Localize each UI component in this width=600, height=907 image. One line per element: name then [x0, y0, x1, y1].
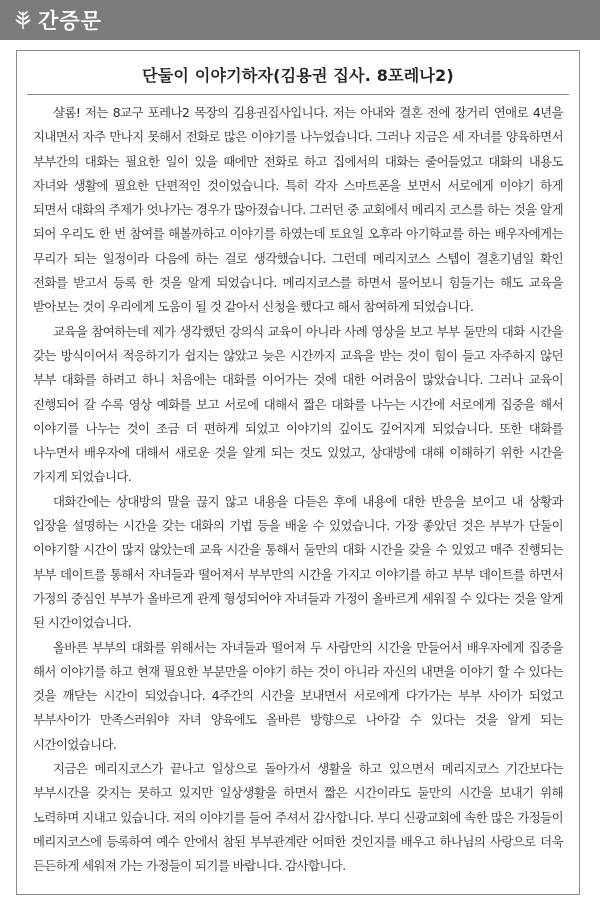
article-body — [17, 95, 579, 879]
paragraph-2: 교육을 참여하는데 제가 생각했던 강의식 교육이 아니라 사례 영상을 보고 부부 둘만의 대화 시간을 갖는 방식이어서 적응하기가 쉽지는 않았고 늦은 시간까지 교육을 받는 것이 힘이 들고 자주하지 않던 부부 대화를 하려고 하니 처음에는 대화를 이어가는 것에 대한 어려움이 많았습니다. 그러나 교육이 진행되어 갈 수록 영상 예화를 보고 서로에 대해서 짧은 대화를 나누는 시간에 서로에게 집중을 해서 이야기를 나누는 것이 조금 더 편하게 되었고 이야기의 깊이도 깊어지게 되었습니다. 또한 대화를 나누면서 배우자에 대해서 새로운 것을 알게 되는 것도 있었고, 상대방에 대해 이해하기 위한 시간을 가지게 되었습니다. — [33, 323, 563, 485]
section-header — [0, 0, 600, 40]
testimony-box — [16, 50, 580, 895]
paragraph-5: 지금은 메리지코스가 끝나고 일상으로 돌아가서 생활을 하고 있으면서 메리지코스 기간보다는 부부시간을 갖지는 못하고 있지만 일상생활을 하면서 짧은 시간이라도 둘만의 시간을 보내기 위해 노력하며 지내고 있습니다. 저의 이야기를 들어 주셔서 감사합니다. 부디 신광교회에 속한 많은 가정들이 메리지코스에 등록하여 예수 안에서 참된 부부관계란 어떠한 것인지를 배우고 하나님의 사랑으로 더욱 든든하게 세워져 가는 가정들이 되기를 바랍니다. 감사합니다. — [33, 761, 563, 874]
section-title: 간증문 — [38, 9, 102, 33]
paragraph-4: 올바른 부부의 대화를 위해서는 자녀들과 떨어져 두 사람만의 시간을 만들어서 배우자에게 집중을 해서 이야기를 하고 현재 필요한 부분만을 이야기 하는 것이 아니라 자신의 내면을 이야기 할 수 있다는 것을 깨닫는 시간이 되었습니다. 4주간의 시간을 보내면서 서로에게 다가가는 부부 사이가 되었고 부부사이가 만족스러워야 자녀 양육에도 올바른 방향으로 나아갈 수 있다는 것을 알게 되는 시간이었습니다. — [33, 639, 563, 752]
paragraph-3: 대화간에는 상대방의 말을 끊지 않고 내용을 다듣은 후에 내용에 대한 반응을 보이고 내 상황과 입장을 설명하는 시간을 갖는 대화의 기법 등을 배울 수 있었습니다. 가장 좋았던 것은 부부가 단둘이 이야기할 시간이 많지 않았는데 교육 시간을 통해서 둘만의 대화 시간을 갖을 수 있었고 매주 진행되는 부부 데이트를 통해서 자녀들과 떨어져서 부부만의 시간을 가지고 이야기를 하고 부부 데이트를 하면서 가정의 중심인 부부가 올바르게 관계 형성되어야 자녀들과 가정이 올바르게 세워질 수 있다는 것을 알게 된 시간이었습니다. — [33, 493, 563, 631]
article-title: 단둘이 이야기하자(김용권 집사. 8포레나2) — [142, 66, 454, 85]
paragraph-1: 샬롬! 저는 8교구 포레나2 목장의 김용권집사입니다. 저는 아내와 결혼 전에 장거리 연애로 4년을 지내면서 자주 만나지 못해서 전화로 많은 이야기를 나누었습니다. 그러나 지금은 세 자녀를 양육하면서 부부간의 대화는 필요한 일이 있을 때에만 전화로 하고 집에서의 대화는 줄어들었고 대화의 내용도 자녀와 생활에 필요한 단편적인 것이었습니다. 특히 각자 스마트폰을 보면서 서로에게 이야기 하게 되면서 대화의 주제가 엇나가는 경우가 많아졌습니다. 그러던 중 교회에서 메리지 코스를 하는 것을 알게 되어 우리도 한 번 참여를 해볼까하고 이야기를 하였는데 토요일 오후라 아기학교를 하는 배우자에게는 무리가 되는 일정이라 다음에 하는 걸로 생각했습니다. 그런데 메리지코스 스텝이 결혼기념일 확인 전화를 받고서 등록 한 것을 알게 되었습니다. 메리지코스를 하면서 물어보니 힘들기는 해도 교육을 받아보는 것이 우리에게 도움이 될 것 같아서 신청을 했다고 해서 참여하게 되었습니다. — [33, 105, 563, 315]
leaf-sprig-icon — [12, 9, 34, 31]
